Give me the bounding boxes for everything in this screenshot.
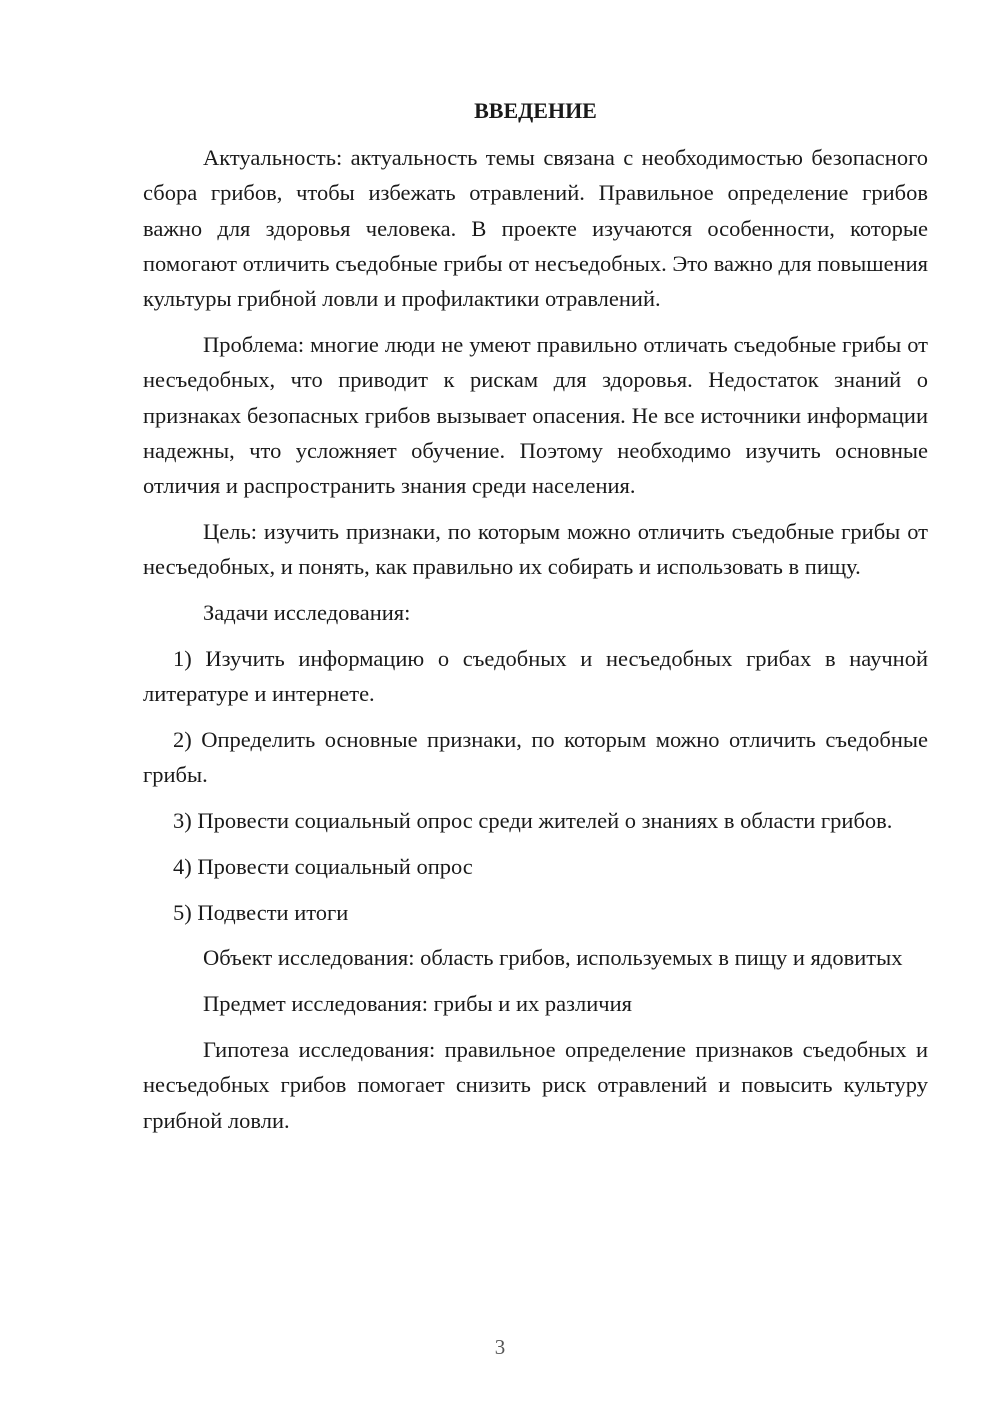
page-number: 3: [494, 1335, 506, 1359]
task-item-2: 2) Определить основные признаки, по которым можно отличить съедобные грибы.: [143, 726, 928, 788]
task-item-1: 1) Изучить информацию о съедобных и несъедобных грибах в научной литературе и интернете.: [143, 645, 928, 707]
task-item-3: 3) Провести социальный опрос среди жителей о знаниях в области грибов.: [173, 808, 893, 834]
section-heading: ВВЕДЕНИЕ: [474, 98, 597, 123]
paragraph-hypothesis: Гипотеза исследования: правильное определение признаков съедобных и несъедобных грибов помогает снизить риск отравлений и повысить культуру грибной ловли.: [143, 1037, 928, 1133]
paragraph-object: Объект исследования: область грибов, используемых в пищу и ядовитых: [203, 945, 903, 971]
paragraph-problem: Проблема: многие люди не умеют правильно отличать съедобные грибы от несъедобных, что приводит к рискам для здоровья. Недостаток знаний о признаках безопасных грибов вызывает опасения. Не все источники информации надежны, что усложняет обучение. Поэтому необходимо изучить основные отличия и распространить знания среди населения.: [143, 331, 928, 499]
document-page: [143, 93, 928, 1138]
paragraph-goal: Цель: изучить признаки, по которым можно отличить съедобные грибы от несъедобных, и понять, как правильно их собирать и использовать в пищу.: [143, 518, 928, 580]
paragraph-subject: Предмет исследования: грибы и их различия: [203, 991, 632, 1017]
task-item-5: 5) Подвести итоги: [173, 899, 349, 925]
paragraph-relevance: Актуальность: актуальность темы связана с необходимостью безопасного сбора грибов, чтобы избежать отравлений. Правильное определение грибов важно для здоровья человека. В проекте изучаются особенности, которые помогают отличить съедобные грибы от несъедобных. Это важно для повышения культуры грибной ловли и профилактики отравлений.: [143, 145, 928, 312]
task-item-4: 4) Провести социальный опрос: [173, 853, 473, 879]
tasks-heading: Задачи исследования:: [203, 600, 411, 626]
